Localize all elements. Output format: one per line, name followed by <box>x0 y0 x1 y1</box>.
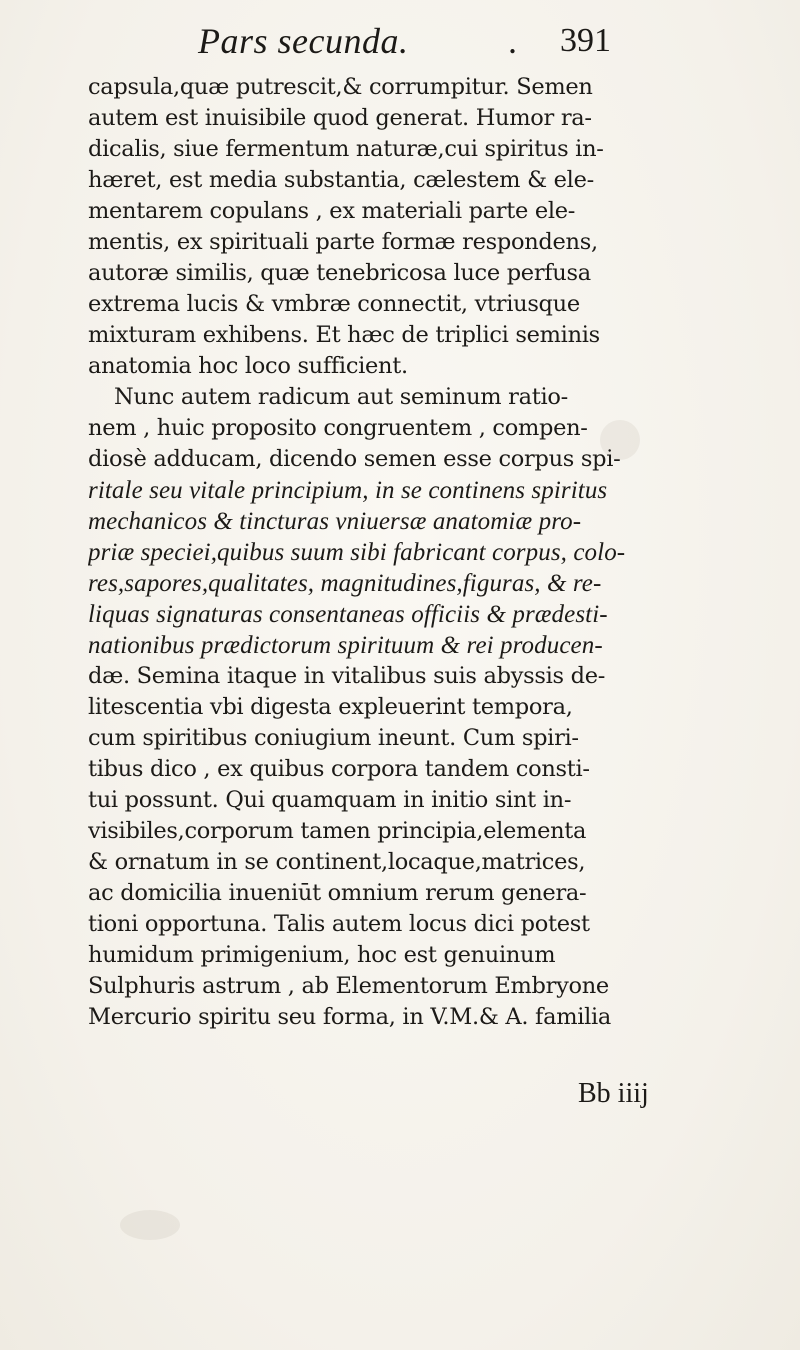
text-line: extrema lucis & vmbræ connectit, vtriusque <box>88 291 580 317</box>
italic-text-line: liquas signaturas consentaneas officiis & prædesti- <box>88 601 608 628</box>
text-line: tioni opportuna. Talis autem locus dici potest <box>88 911 590 937</box>
text-line: dicalis, siue fermentum naturæ,cui spiritus in- <box>88 136 604 162</box>
italic-text-line: nationibus prædictorum spirituum & rei producen- <box>88 632 603 659</box>
body-text <box>88 72 728 1033</box>
italic-text-line: mechanicos & tincturas vniuersæ anatomiæ pro- <box>88 508 582 535</box>
paragraph-start-line: Nunc autem radicum aut seminum ratio- <box>114 384 568 410</box>
running-head: Pars secunda. <box>198 21 409 61</box>
italic-text-line: res,sapores,qualitates, magnitudines,figuras, & re- <box>88 570 602 597</box>
text-line: tui possunt. Qui quamquam in initio sint in- <box>88 787 572 813</box>
page-header <box>90 20 710 68</box>
page-number: 391 <box>560 22 611 59</box>
text-line: hæret, est media substantia, cælestem & ele- <box>88 167 594 193</box>
italic-text-line: priæ speciei,quibus suum sibi fabricant corpus, colo- <box>88 539 626 566</box>
text-line: dæ. Semina itaque in vitalibus suis abyssis de- <box>88 663 606 689</box>
text-line: humidum primigenium, hoc est genuinum <box>88 942 556 968</box>
signature-mark: Bb iiij <box>578 1078 649 1109</box>
text-line: tibus dico , ex quibus corpora tandem consti- <box>88 756 590 782</box>
text-line: capsula,quæ putrescit,& corrumpitur. Semen <box>88 74 593 100</box>
text-line: autoræ similis, quæ tenebricosa luce perfusa <box>88 260 591 286</box>
text-line: cum spiritibus coniugium ineunt. Cum spiri- <box>88 725 579 751</box>
text-line: & ornatum in se continent,locaque,matrices, <box>88 849 586 875</box>
text-line: litescentia vbi digesta expleuerint tempora, <box>88 694 573 720</box>
text-line: mentis, ex spirituali parte formæ respondens, <box>88 229 598 255</box>
text-line: diosè adducam, dicendo semen esse corpus spi- <box>88 446 621 472</box>
text-line: autem est inuisibile quod generat. Humor ra- <box>88 105 592 131</box>
text-line: Mercurio spiritu seu forma, in V.M.& A. familia <box>88 1004 612 1030</box>
text-line: mixturam exhibens. Et hæc de triplici seminis <box>88 322 600 348</box>
italic-text-line: ritale seu vitale principium, in se continens spiritus <box>88 477 608 504</box>
header-dot: . <box>508 21 517 61</box>
text-line: ac domicilia inueniūt omnium rerum genera- <box>88 880 587 906</box>
text-line: anatomia hoc loco sufficient. <box>88 353 408 379</box>
text-line: visibiles,corporum tamen principia,elementa <box>88 818 587 844</box>
paper-stain <box>120 1210 180 1240</box>
text-line: mentarem copulans , ex materiali parte ele- <box>88 198 576 224</box>
text-line: Sulphuris astrum , ab Elementorum Embryone <box>88 973 609 999</box>
text-line: nem , huic proposito congruentem , compen- <box>88 415 588 441</box>
